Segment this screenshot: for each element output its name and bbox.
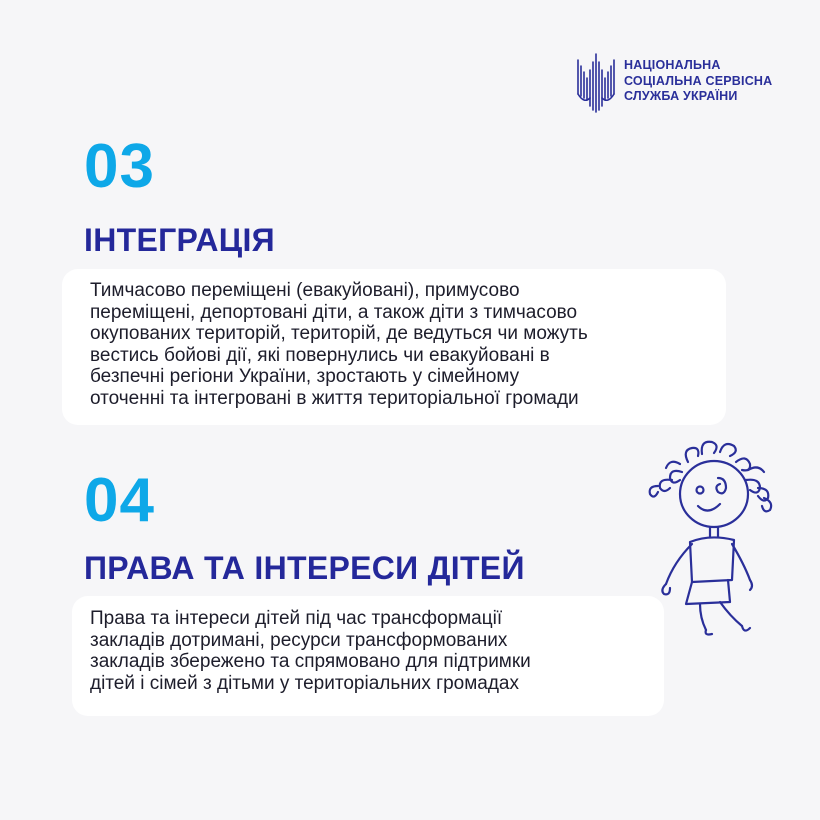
- logo-line: СОЦІАЛЬНА СЕРВІСНА: [624, 73, 773, 88]
- trident-logo-icon: [576, 52, 616, 114]
- logo-line: СЛУЖБА УКРАЇНИ: [624, 89, 738, 103]
- card-text-line: вестись бойові дії, які повернулись чи евакуйовані в: [90, 344, 550, 366]
- card-text-line: закладів збережено та спрямовано для підтримки: [90, 651, 531, 672]
- card-text-line: Права та інтереси дітей під час трансформації: [90, 608, 503, 629]
- child-doodle-illustration: [628, 432, 788, 647]
- card-text-line: безпечні регіони України, зростають у сімейному: [90, 366, 520, 387]
- section-card: [62, 269, 726, 425]
- nssu-logo: [576, 52, 791, 114]
- logo-line: НАЦІОНАЛЬНА: [624, 58, 721, 72]
- card-text-line: переміщені, депортовані діти, а також діти з тимчасово: [90, 301, 578, 323]
- card-text-line: оточенні та інтегровані в життя територіальної громади: [90, 387, 579, 409]
- section-title: ПРАВА ТА ІНТЕРЕСИ ДІТЕЙ: [84, 550, 525, 586]
- card-text-line: дітей і сімей з дітьми у територіальних громадах: [90, 672, 519, 694]
- section-card: [72, 596, 664, 716]
- section-number: 03: [84, 132, 155, 201]
- logo-text: [624, 58, 772, 105]
- section-title: ІНТЕГРАЦІЯ: [84, 222, 275, 258]
- card-text-line: окупованих територій, територій, де ведуться чи можуть: [90, 323, 588, 344]
- section-number: 04: [84, 466, 155, 535]
- card-text-line: закладів дотримані, ресурси трансформованих: [90, 629, 508, 651]
- card-text-line: Тимчасово переміщені (евакуйовані), примусово: [90, 280, 520, 301]
